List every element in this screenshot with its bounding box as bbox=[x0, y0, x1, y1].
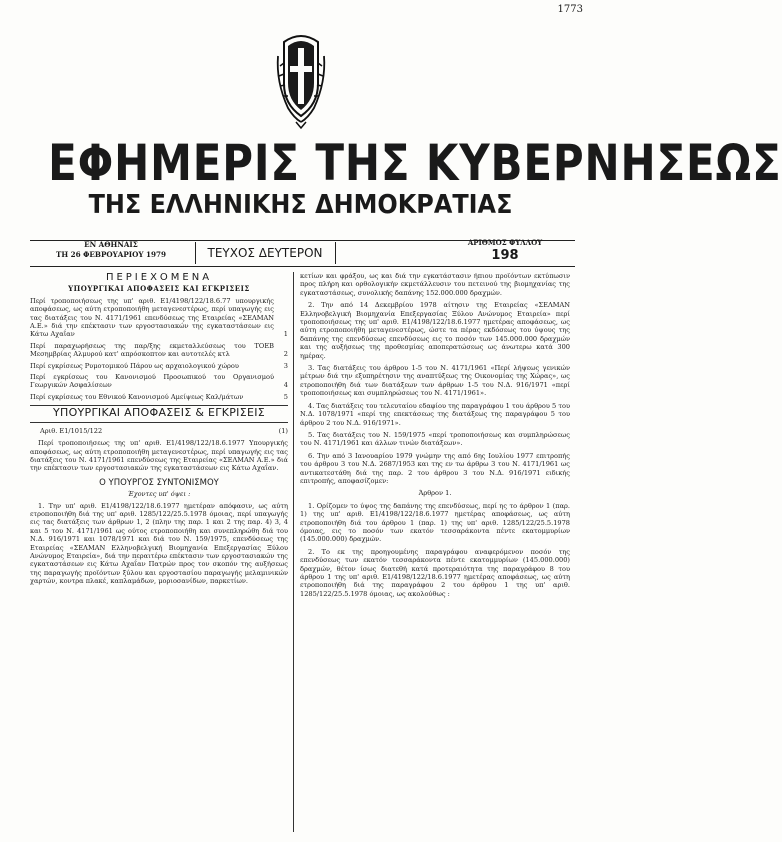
having-regard-heading: Έχοντες υπ' όψει : bbox=[127, 490, 191, 499]
decision-index: (1) bbox=[278, 426, 288, 435]
contents-item-page: 3 bbox=[283, 361, 288, 370]
decision-summary: Περί τροποποιήσεως της υπ' αριθ. Ε1/4198/122/18.6.1977 Υπουργικής αποφάσεως, ως αύτη ετροποποιήθη μεταγενεστέρως, περί υπαγωγής εις τας διατάξεις του Ν. 4171/1961 επενδύσεως της Εταιρείας «ΣΕΛΜΑΝ Α.Ε.» διά την επέκτασιν των εργοστασιακών της εγκαταστάσεων εις Κάτω Αχαΐαν. bbox=[30, 439, 288, 473]
contents-item-page: 1 bbox=[283, 330, 288, 339]
page-number: 1773 bbox=[557, 4, 583, 15]
contents-item[interactable] bbox=[30, 373, 288, 390]
left-column bbox=[30, 272, 288, 590]
contents-item-text: Περί παραχωρήσεως της παρ/ξης εκμεταλλεύσεως του ΤΟΕΒ Μεσημβρίας Αλμυρού κατ' απρόσκοπτον και αυτοτελές κτλ bbox=[30, 341, 274, 359]
article-heading: Άρθρον 1. bbox=[418, 489, 452, 498]
decisions-section-title: ΥΠΟΥΡΓΙΚΑΙ ΑΠΟΦΑΣΕΙΣ & ΕΓΚΡΙΣΕΙΣ bbox=[52, 406, 266, 420]
contents-item[interactable] bbox=[30, 362, 288, 370]
recital-continuation: κετίων και φράξου, ως και διά την εγκατάστασιν ήπιου προϊόντων εκτύπωσιν προς πλήρη και ορθολογικήν εκμετάλλευσιν του πετεινού της βιομηχανίας της εγκαταστάσεως, συνολικής δαπάνης 152.000.000 δραχμών. bbox=[300, 272, 570, 297]
section-divider bbox=[30, 422, 288, 423]
right-column bbox=[300, 272, 570, 602]
contents-item-text: Περί τροποποιήσεως της υπ' αριθ. Ε1/4198/122/18.6.77 υπουργικής αποφάσεως, ως αύτη ετροποποιήθη μεταγενεστέρως, περί υπαγωγής εις τας διατάξεις του Ν. 4171/1961 επενδύσεως της Εταιρείας «ΣΕΛΜΑΝ Α.Ε.» διά την επέκτασιν των εργοστασιακών της εγκαταστάσεων εις Κάτω Αχαΐαν bbox=[30, 296, 274, 339]
minister-heading: Ο ΥΠΟΥΡΓΟΣ ΣΥΝΤΟΝΙΣΜΟΥ bbox=[99, 477, 219, 488]
sheet-number: 198 bbox=[491, 248, 519, 263]
recital-paragraph: 1. Την υπ' αριθ. Ε1/4198/122/18.6.1977 ημετέραν απόφασιν, ως αύτη ετροποποιήθη διά της υπ' αριθ. 1285/122/25.5.1978 όμοιας, περί υπαγωγής εις τας διατάξεις των άρθρων 1, 2 (πλην της παρ. 1 και 2 της παρ. 4) 3, 4 και 5 του Ν. 4171/1961 ως ούτος ετροποποιήθη και συνεπληρώθη διά του Ν.Δ. 916/1971 και 1078/1971 και διά του Ν. 159/1975, επενδύσεως της Εταιρείας «ΣΕΛΜΑΝ Ελληνοβελγική Βιομηχανία Επεξεργασίας Ξύλου Ανώνυμος Εταιρεία», διά την περαιτέρω επέκτασιν των εργοστασιακών της εγκαταστάσεων εις Κάτω Αχαΐαν Πατρών προς τον σκοπόν της αυξήσεως της παραγωγής προϊόντων ξύλου και εργοστασίου παραγωγής μελαμινικών χαρτών, κοντρα πλακέ, καπλαμάδων, μοριοσανίδων, παρκετίων. bbox=[30, 501, 288, 586]
contents-item[interactable] bbox=[30, 342, 288, 359]
masthead-title: ΕΦΗΜΕΡΙΣ ΤΗΣ ΚΥΒΕΡΝΗΣΕΩΣ bbox=[48, 134, 782, 192]
recital-paragraph: 3. Τας διατάξεις του άρθρου 1-5 του Ν. 4171/1961 «Περί λήψεως γενικών μέτρων διά την εξυπηρέτησιν της αναπτύξεως της Οικονομίας της Χώρας», ως ετροποποιήθη διά των διατάξεων των άρθρων 1-5 του Ν.Δ. 916/1971 «περί τροποποιήσεως και συμπληρώσεως του Ν. 4171/1961». bbox=[300, 364, 570, 398]
contents-item-text: Περί εγκρίσεως Ρυμοτομικού Πάρου ως αρχαιολογικού χώρου bbox=[30, 361, 239, 370]
contents-item-text: Περί εγκρίσεως του Εθνικού Κανονισμού Αμείψεως Καλ/μάτων bbox=[30, 392, 244, 401]
contents-item[interactable] bbox=[30, 393, 288, 401]
issue-date: ΤΗ 26 ΦΕΒΡΟΥΑΡΙΟΥ 1979 bbox=[56, 250, 166, 259]
contents-item-text: Περί εγκρίσεως του Κανονισμού Προσωπικού του Οργανισμού Γεωργικών Ασφαλίσεων bbox=[30, 373, 274, 390]
contents-item-page: 2 bbox=[283, 350, 288, 359]
recital-paragraph: 6. Την από 3 Ιανουαρίου 1979 γνώμην της από 6ης Ιουλίου 1977 επιτροπής του άρθρου 3 του Ν.Δ. 2687/1953 και της εν τω άρθρω 3 του Ν. 4171/1961 ως αντικατεστάθη διά της παρ. 2 του άρθρου 3 του Ν.Δ. 916/1971 ειδικής επιτροπής, αποφασίζομεν: bbox=[300, 451, 570, 485]
issue-series: ΤΕΥΧΟΣ ΔΕΥΤΕΡΟΝ bbox=[207, 246, 323, 260]
decision-reference bbox=[40, 427, 288, 435]
issue-bar bbox=[30, 236, 575, 270]
contents-item[interactable] bbox=[30, 297, 288, 339]
masthead-subtitle: ΤΗΣ ΕΛΛΗΝΙΚΗΣ ΔΗΜΟΚΡΑΤΙΑΣ bbox=[88, 190, 513, 220]
contents-item-page: 4 bbox=[283, 381, 288, 390]
column-divider bbox=[293, 272, 294, 832]
contents-title: ΠΕΡΙΕΧΟΜΕΝΑ bbox=[105, 272, 213, 283]
article-paragraph: 2. Το εκ της προηγουμένης παραγράφου αναφερόμενον ποσόν της επενδύσεως των εκατόν τεσσαράκοντα πέντε εκατομμυρίων (145.000.000) δραχμών, θέτον ίσως διατεθή κατά προτεραιότητα της παραγράφου 8 του άρθρου 1 της υπ' αριθ. Ε1/4198/122/18.6.1977 ημετέρας αποφάσεως, ως αύτη ετροποποιήθη διά της παραγράφου 2 του άρθρου 1 της υπ' αριθ. 1285/122/25.5.1978 όμοιας, ως ακολούθως : bbox=[300, 547, 570, 598]
decision-ref-number: Αριθ. Ε1/1015/122 bbox=[40, 426, 103, 435]
sheet-number-block bbox=[450, 238, 560, 263]
recital-paragraph: 5. Τας διατάξεις του Ν. 159/1975 «περί τροποποιήσεως και συμπληρώσεως του Ν. 4171/1961 και άλλων τινών διατάξεων». bbox=[300, 430, 570, 448]
greek-coat-of-arms-icon bbox=[276, 22, 326, 132]
contents-item-page: 5 bbox=[283, 392, 288, 401]
sheet-number-label: ΑΡΙΘΜΟΣ ΦΥΛΛΟΥ bbox=[467, 238, 543, 247]
issue-location: ΕΝ ΑΘΗΝΑΙΣ bbox=[84, 240, 138, 249]
recital-paragraph: 4. Τας διατάξεις του τελευταίου εδαφίου της παραγράφου 1 του άρθρου 5 του Ν.Δ. 1078/1971 «περί της επεκτάσεως της διατάξεως της παραγράφου 5 του άρθρου 2 του Ν.Δ. 916/1971». bbox=[300, 401, 570, 427]
article-paragraph: 1. Ορίζομεν το ύψος της δαπάνης της επενδύσεως, περί ης το άρθρον 1 (παρ. 1) της υπ' αριθ. Ε1/4198/122/18.6.1977 ημετέρας αποφάσεως, ως αύτη ετροποποιήθη διά του άρθρου 1 (παρ. 1) της υπ' αριθ. 1285/122/25.5.1978 όμοιας, εις το ποσόν των εκατόν τεσσαράκοντα πέντε εκατομμυρίων (145.000.000) δραχμών. bbox=[300, 501, 570, 544]
issue-date-block bbox=[36, 240, 186, 260]
contents-subtitle: ΥΠΟΥΡΓΙΚΑΙ ΑΠΟΦΑΣΕΙΣ ΚΑΙ ΕΓΚΡΙΣΕΙΣ bbox=[68, 284, 250, 294]
recital-paragraph: 2. Την από 14 Δεκεμβρίου 1978 αίτησιν της Εταιρείας «ΣΕΛΜΑΝ Ελληνοβελγική Βιομηχανία Επεξεργασίας Ξύλου Ανώνυμος Εταιρεία» περί τροποποιήσεως της υπ' αριθ. Ε1/4198/122/18.6.1977 ημετέρας αποφάσεως, ως αύτη ετροποποιήθη μεταγενεστέρως, ώστε τα πέρας εκδόσεως του ύψους της δαπάνης της επενδύσεως επενδύσεως εις το ποσόν των 145.000.000 δραχμών και της αυξήσεως της προθεσμίας αποπερατώσεως ως άνωτερω κατά 300 ημέρας. bbox=[300, 301, 570, 360]
